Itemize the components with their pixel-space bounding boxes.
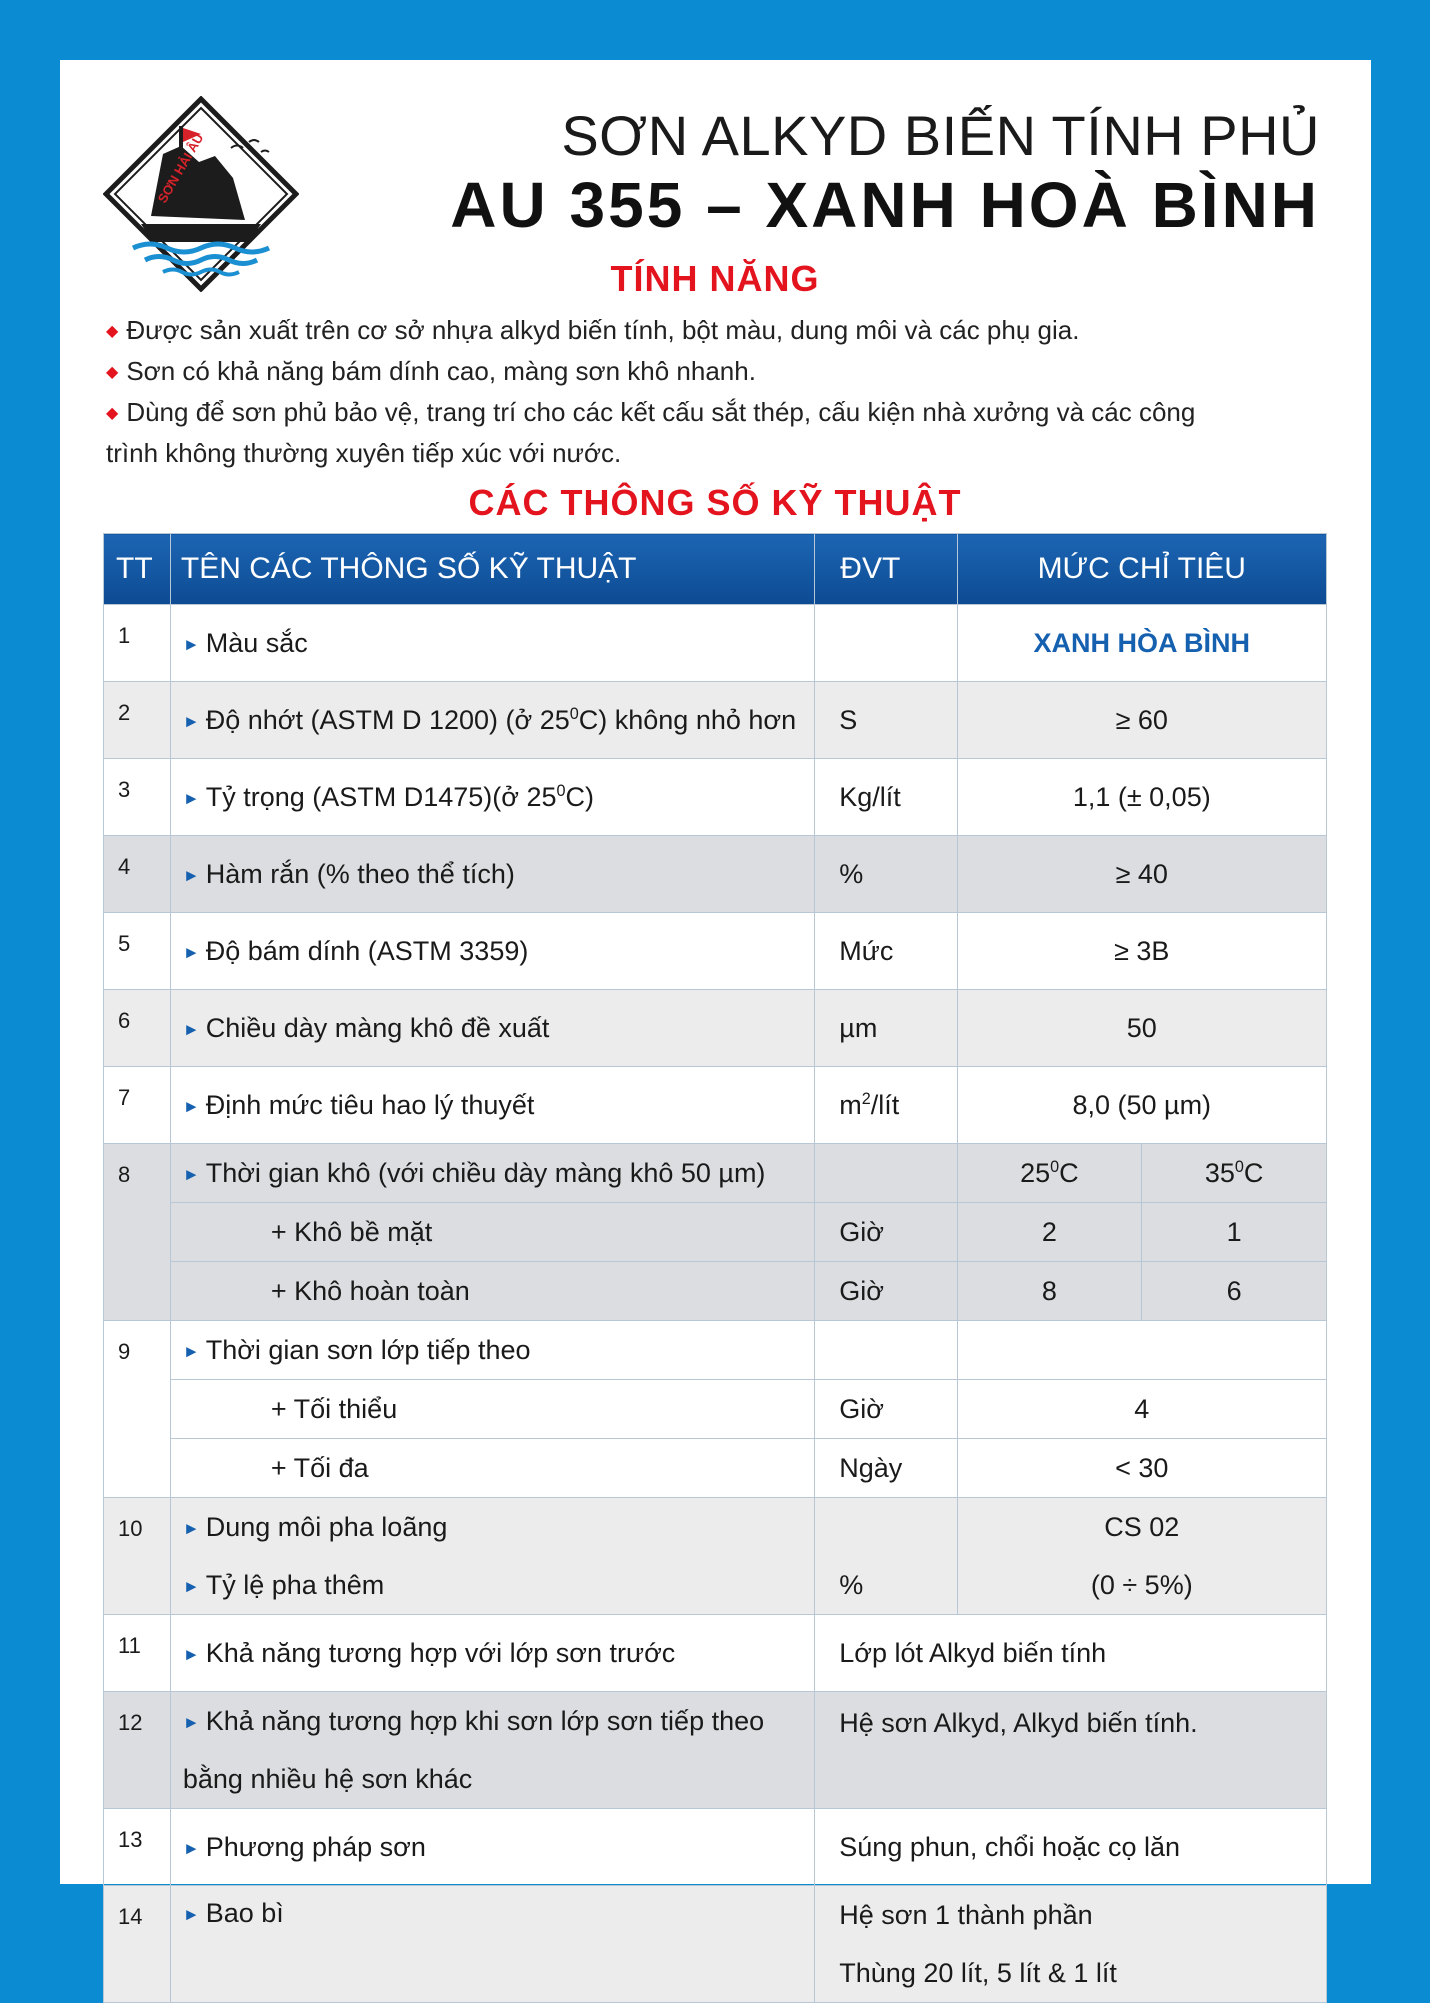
features-heading: TÍNH NĂNG bbox=[610, 258, 820, 299]
table-subrow bbox=[104, 1380, 1327, 1439]
table-row bbox=[104, 990, 1327, 1067]
row-unit: Giờ bbox=[815, 1380, 957, 1439]
row-unit: Mức bbox=[815, 913, 957, 990]
row-value: CS 02 (0 ÷ 5%) bbox=[957, 1498, 1326, 1615]
row-value: 2 bbox=[957, 1203, 1142, 1262]
row-number: 5 bbox=[104, 913, 171, 990]
triangle-bullet-icon: ► bbox=[182, 1838, 200, 1858]
header-name: TÊN CÁC THÔNG SỐ KỸ THUẬT bbox=[170, 534, 814, 605]
table-row bbox=[104, 1809, 1327, 1886]
row-name: ► Khả năng tương hợp với lớp sơn trước bbox=[170, 1615, 814, 1692]
diamond-bullet-icon: ◆ bbox=[106, 364, 119, 381]
triangle-bullet-icon: ► bbox=[182, 1164, 200, 1184]
triangle-bullet-icon: ► bbox=[182, 788, 200, 808]
row-number: 13 bbox=[104, 1809, 171, 1886]
triangle-bullet-icon: ► bbox=[182, 1019, 200, 1039]
row-number: 14 bbox=[104, 1886, 171, 2003]
feature-item: ◆ Được sản xuất trên cơ sở nhựa alkyd biến tính, bột màu, dung môi và các phụ gia. bbox=[106, 315, 1080, 345]
row-name: ► Định mức tiêu hao lý thuyết bbox=[170, 1067, 814, 1144]
table-row bbox=[104, 759, 1327, 836]
triangle-bullet-icon: ► bbox=[182, 1096, 200, 1116]
row-unit: Giờ bbox=[815, 1203, 957, 1262]
product-type-title: SƠN ALKYD BIẾN TÍNH PHỦ bbox=[561, 104, 1320, 167]
row-number: 12 bbox=[104, 1692, 171, 1809]
row-name: ► Độ bám dính (ASTM 3359) bbox=[170, 913, 814, 990]
row-unit: Kg/lít bbox=[815, 759, 957, 836]
row-name: ► Chiều dày màng khô đề xuất bbox=[170, 990, 814, 1067]
feature-item: ◆ Dùng để sơn phủ bảo vệ, trang trí cho các kết cấu sắt thép, cấu kiện nhà xưởng và các công bbox=[106, 397, 1196, 427]
row-name: ► Thời gian sơn lớp tiếp theo bbox=[170, 1321, 814, 1380]
row-name: ► Độ nhớt (ASTM D 1200) (ở $25^0C$) không nhỏ hơn bbox=[170, 682, 814, 759]
row-value: ≥ 3B bbox=[957, 913, 1326, 990]
table-row bbox=[104, 605, 1327, 682]
row-value: Hệ sơn 1 thành phần Thùng 20 lít, 5 lít & 1 lít bbox=[815, 1886, 1327, 2003]
row-name: + Tối thiểu bbox=[170, 1380, 814, 1439]
specs-table bbox=[103, 533, 1327, 2003]
row-number: 10 bbox=[104, 1498, 171, 1615]
row-value: 6 bbox=[1142, 1262, 1327, 1321]
header-value: MỨC CHỈ TIÊU bbox=[957, 534, 1326, 605]
table-row bbox=[104, 1144, 1327, 1203]
row-unit: $m^2$/lít bbox=[815, 1067, 957, 1144]
temp-35: $35^0C$ bbox=[1142, 1144, 1327, 1203]
row-value: < 30 bbox=[957, 1439, 1326, 1498]
table-row bbox=[104, 913, 1327, 990]
row-unit: % bbox=[815, 1498, 957, 1615]
row-value: ≥ 40 bbox=[957, 836, 1326, 913]
row-name: ► Phương pháp sơn bbox=[170, 1809, 814, 1886]
diamond-bullet-icon: ◆ bbox=[106, 323, 119, 340]
row-unit: S bbox=[815, 682, 957, 759]
row-name: + Khô hoàn toàn bbox=[170, 1262, 814, 1321]
row-value bbox=[957, 1321, 1326, 1380]
row-number: 9 bbox=[104, 1321, 171, 1498]
specs-heading: CÁC THÔNG SỐ KỸ THUẬT bbox=[468, 482, 962, 523]
table-row bbox=[104, 1321, 1327, 1380]
triangle-bullet-icon: ► bbox=[182, 1519, 200, 1538]
row-unit: Giờ bbox=[815, 1262, 957, 1321]
row-unit: Ngày bbox=[815, 1439, 957, 1498]
row-name: ► Thời gian khô (với chiều dày màng khô 50 µm) bbox=[170, 1144, 814, 1203]
row-unit: % bbox=[815, 836, 957, 913]
table-row bbox=[104, 1067, 1327, 1144]
row-name: + Khô bề mặt bbox=[170, 1203, 814, 1262]
triangle-bullet-icon: ► bbox=[182, 1644, 200, 1664]
row-value: Súng phun, chổi hoặc cọ lăn bbox=[815, 1809, 1327, 1886]
triangle-bullet-icon: ► bbox=[182, 1713, 200, 1732]
table-row bbox=[104, 1886, 1327, 2003]
header-tt: TT bbox=[104, 534, 171, 605]
svg-text:SƠN HẢI ÂU: SƠN HẢI ÂU bbox=[154, 130, 207, 206]
row-number: 2 bbox=[104, 682, 171, 759]
row-name: ► Tỷ trọng (ASTM D1475)(ở $25^0C$) bbox=[170, 759, 814, 836]
row-value: 8 bbox=[957, 1262, 1142, 1321]
header-unit: ĐVT bbox=[815, 534, 957, 605]
row-number: 11 bbox=[104, 1615, 171, 1692]
table-subrow bbox=[104, 1203, 1327, 1262]
row-name: ► Dung môi pha loãng ► Tỷ lệ pha thêm bbox=[170, 1498, 814, 1615]
row-value: 50 bbox=[957, 990, 1326, 1067]
row-value: 4 bbox=[957, 1380, 1326, 1439]
table-row bbox=[104, 1692, 1327, 1809]
row-name: ► Màu sắc bbox=[170, 605, 814, 682]
row-value: 1 bbox=[1142, 1203, 1327, 1262]
triangle-bullet-icon: ► bbox=[182, 1577, 200, 1596]
row-number: 6 bbox=[104, 990, 171, 1067]
row-number: 1 bbox=[104, 605, 171, 682]
triangle-bullet-icon: ► bbox=[182, 1341, 200, 1361]
table-subrow bbox=[104, 1439, 1327, 1498]
product-name-title: AU 355 – XANH HOÀ BÌNH bbox=[450, 169, 1320, 241]
feature-item-continued: trình không thường xuyên tiếp xúc với nước. bbox=[106, 438, 622, 468]
features-list bbox=[106, 312, 1336, 472]
triangle-bullet-icon: ► bbox=[182, 711, 200, 731]
row-value: Lớp lót Alkyd biến tính bbox=[815, 1615, 1327, 1692]
row-number: 4 bbox=[104, 836, 171, 913]
triangle-bullet-icon: ► bbox=[182, 1905, 200, 1924]
row-name: ► Hàm rắn (% theo thể tích) bbox=[170, 836, 814, 913]
table-row bbox=[104, 836, 1327, 913]
triangle-bullet-icon: ► bbox=[182, 865, 200, 885]
table-header-row bbox=[104, 534, 1327, 605]
row-value: 8,0 (50 µm) bbox=[957, 1067, 1326, 1144]
feature-item: ◆ Sơn có khả năng bám dính cao, màng sơn khô nhanh. bbox=[106, 356, 756, 386]
row-name: + Tối đa bbox=[170, 1439, 814, 1498]
table-subrow bbox=[104, 1262, 1327, 1321]
triangle-bullet-icon: ► bbox=[182, 634, 200, 654]
row-unit: µm bbox=[815, 990, 957, 1067]
diamond-bullet-icon: ◆ bbox=[106, 405, 119, 422]
row-value: ≥ 60 bbox=[957, 682, 1326, 759]
triangle-bullet-icon: ► bbox=[182, 942, 200, 962]
temp-25: $25^0C$ bbox=[957, 1144, 1142, 1203]
table-row bbox=[104, 1615, 1327, 1692]
row-number: 3 bbox=[104, 759, 171, 836]
table-row bbox=[104, 1498, 1327, 1615]
row-name: ► Bao bì bbox=[170, 1886, 814, 2003]
row-value: XANH HÒA BÌNH bbox=[957, 605, 1326, 682]
row-number: 7 bbox=[104, 1067, 171, 1144]
row-unit bbox=[815, 605, 957, 682]
row-value: 1,1 (± 0,05) bbox=[957, 759, 1326, 836]
row-name: ► Khả năng tương hợp khi sơn lớp sơn tiếp theo bằng nhiều hệ sơn khác bbox=[170, 1692, 814, 1809]
row-value: Hệ sơn Alkyd, Alkyd biến tính. bbox=[815, 1692, 1327, 1809]
table-row bbox=[104, 682, 1327, 759]
row-unit bbox=[815, 1321, 957, 1380]
row-number: 8 bbox=[104, 1144, 171, 1321]
row-unit bbox=[815, 1144, 957, 1203]
